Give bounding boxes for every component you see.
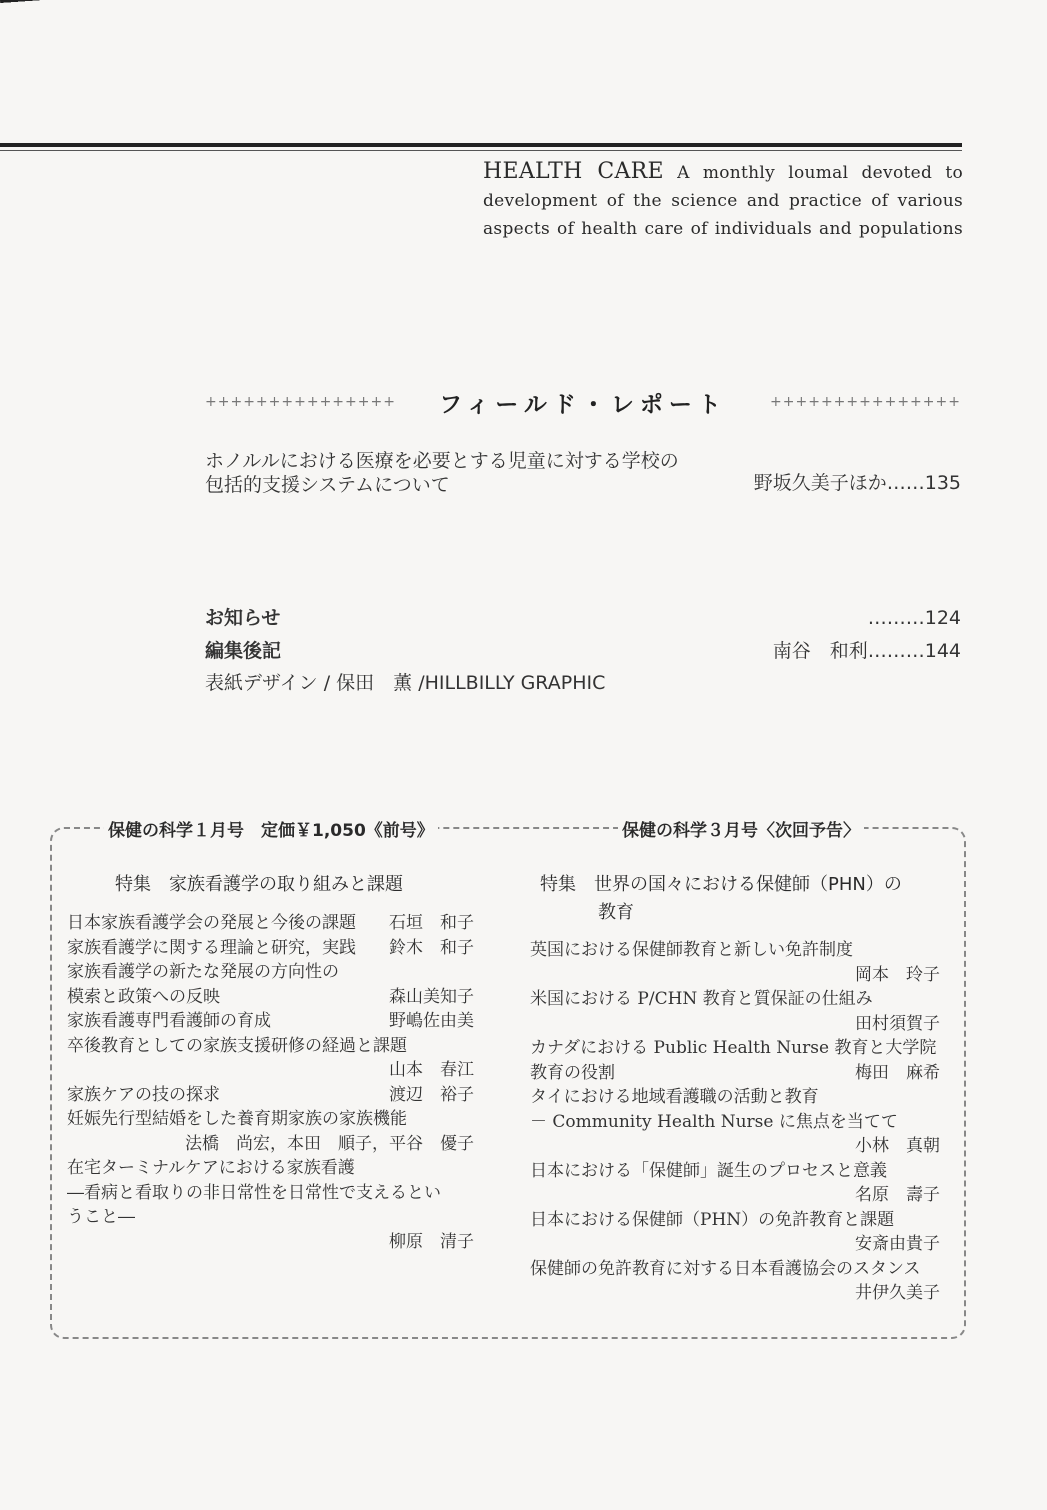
article-entry [530, 1159, 940, 1184]
article-entry [67, 1058, 474, 1083]
article-author: 山本 春江 [389, 1060, 474, 1080]
article-entry [67, 1132, 474, 1157]
left-article-list [67, 911, 474, 1254]
article-title: 教育の役割 [530, 1062, 615, 1083]
journal-title: HEALTH CARE [483, 159, 664, 184]
article-entry [67, 1181, 474, 1206]
article-entry [530, 1036, 940, 1061]
article-entry [530, 1257, 940, 1282]
report-title-line-2: 包括的支援システムについて [205, 474, 450, 496]
right-feature-title-line-2: 教育 [598, 902, 634, 923]
afterword-page: 南谷 和利………144 [772, 640, 961, 662]
article-title: 家族看護学に関する理論と研究，実践 [67, 937, 356, 958]
article-title: ―看病と看取りの非日常性を日常性で支えるとい [67, 1182, 441, 1203]
left-feature-title: 特集 家族看護学の取り組みと課題 [115, 874, 403, 895]
article-entry [530, 1134, 940, 1159]
article-entry [67, 936, 474, 961]
article-title: 日本における保健師（PHN）の免許教育と課題 [530, 1209, 895, 1230]
article-title: カナダにおける Public Health Nurse 教育と大学院 [530, 1038, 937, 1058]
article-entry [530, 963, 940, 988]
article-entry [67, 960, 474, 985]
article-author: 梅田 麻希 [855, 1062, 940, 1083]
article-entry [67, 1156, 474, 1181]
article-author: 小林 真朝 [855, 1136, 940, 1156]
previous-issue-title: 保健の科学１月号 定価￥1,050《前号》 [104, 816, 438, 841]
article-author: 鈴木 和子 [389, 937, 474, 958]
section-crosses-left: +++++++++++++++ [205, 394, 396, 410]
afterword-label: 編集後記 [205, 640, 282, 662]
article-title: 家族ケアの技の探求 [67, 1084, 220, 1105]
article-entry [67, 911, 474, 936]
notice-label: お知らせ [205, 607, 281, 629]
right-feature-title-line-1: 特集 世界の国々における保健師（PHN）の [540, 874, 902, 895]
journal-desc-line-3: aspects of health care of individuals and populations [483, 219, 963, 239]
article-author: 森山美知子 [389, 986, 474, 1007]
article-author: 法橋 尚宏，本田 順子，平谷 優子 [185, 1133, 474, 1154]
journal-description [483, 158, 963, 243]
article-author: 岡本 玲子 [855, 964, 940, 985]
article-entry [530, 1183, 940, 1208]
article-entry [67, 1009, 474, 1034]
article-entry [67, 985, 474, 1010]
article-author: 渡辺 裕子 [389, 1084, 474, 1105]
article-author: 石垣 和子 [389, 913, 474, 933]
article-entry [67, 1034, 474, 1059]
section-crosses-right: +++++++++++++++ [770, 394, 961, 410]
article-entry [530, 1061, 940, 1086]
next-issue-title: 保健の科学３月号〈次回予告〉 [618, 816, 864, 841]
article-author: 安斎由貴子 [855, 1234, 940, 1254]
report-author-page: 野坂久美子ほか……135 [753, 472, 961, 494]
cover-design-credit: 表紙デザイン / 保田 薫 /HILLBILLY GRAPHIC [205, 672, 606, 694]
section-header [205, 385, 961, 419]
article-author: 野嶋佐由美 [389, 1011, 474, 1031]
article-title: 日本家族看護学会の発展と今後の課題 [67, 913, 356, 933]
article-entry [530, 938, 940, 963]
article-entry [67, 1083, 474, 1108]
article-entry [530, 1232, 940, 1257]
article-entry [530, 1208, 940, 1233]
article-entry [67, 1205, 474, 1230]
article-entry [530, 1110, 940, 1135]
article-title: タイにおける地域看護職の活動と教育 [530, 1087, 819, 1107]
article-title: 在宅ターミナルケアにおける家族看護 [67, 1158, 355, 1178]
article-author: 井伊久美子 [855, 1283, 940, 1303]
article-author: 田村須賀子 [855, 1013, 940, 1034]
article-entry [67, 1230, 474, 1255]
header-rule-thin [0, 150, 962, 151]
journal-desc-line-1: HEALTH CARE A monthly loumal devoted to [483, 159, 963, 184]
header-rule [0, 143, 962, 147]
article-title: 卒後教育としての家族支援研修の経過と課題 [67, 1035, 407, 1056]
article-author: 名原 壽子 [855, 1185, 940, 1205]
article-entry [530, 987, 940, 1012]
report-title-line-1: ホノルルにおける医療を必要とする児童に対する学校の [205, 450, 679, 472]
right-article-list [530, 938, 940, 1306]
article-entry [530, 1085, 940, 1110]
article-title: 家族看護専門看護師の育成 [67, 1011, 271, 1031]
article-title: 妊娠先行型結婚をした養育期家族の家族機能 [67, 1109, 407, 1129]
article-title: 模索と政策への反映 [67, 986, 220, 1007]
section-title: フィールド・レポート [439, 391, 727, 418]
article-entry [530, 1281, 940, 1306]
notice-page: ………124 [867, 607, 961, 629]
article-entry [67, 1107, 474, 1132]
article-author: 柳原 清子 [389, 1231, 474, 1252]
article-title: 英国における保健師教育と新しい免許制度 [530, 940, 853, 960]
article-title: 米国における P/CHN 教育と質保証の仕組み [530, 989, 873, 1009]
corner-mark [0, 0, 121, 18]
article-title: － Community Health Nurse に焦点を当てて [530, 1111, 898, 1132]
article-title: 日本における「保健師」誕生のプロセスと意義 [530, 1160, 887, 1181]
journal-desc-line-2: development of the science and practice of various [483, 191, 963, 211]
article-title: 家族看護学の新たな発展の方向性の [67, 962, 339, 982]
article-title: 保健師の免許教育に対する日本看護協会のスタンス [530, 1258, 921, 1279]
article-entry [530, 1012, 940, 1037]
article-title: うこと― [67, 1207, 135, 1227]
